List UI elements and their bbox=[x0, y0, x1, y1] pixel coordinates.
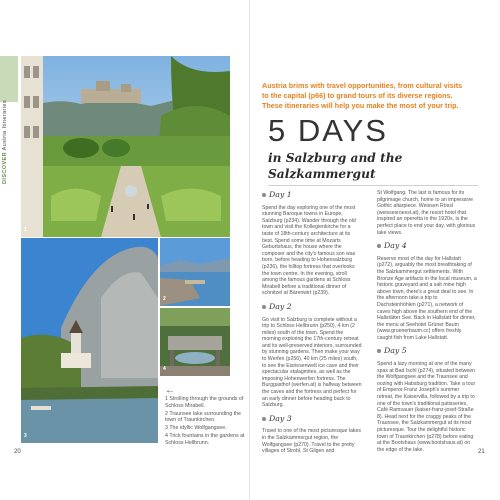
day-2-text: Go visit to Salzburg is complete without a trip to Schloss Hellbrunn (p250), 4 km (2 miles) south of the town. Spend the morning exploring the 17th-century retreat and its well-preserved interiors, surrounded by stunning gardens. Then make your way to Werfen (p256), 40 km (25 miles) south, to see the Eisriesenwelt ice cave and their spectacular stalagmites, as well as the imposing Hohenwerfen fortress. The Burggasthof (werfen.at) is halfway between the caves and the fortress and perfect for an early dinner before heading back to Salzburg. bbox=[262, 316, 362, 409]
photo-mirabell-gardens bbox=[21, 56, 230, 237]
mirabell-image bbox=[21, 56, 230, 237]
caption-3: 3 The idyllic Wolfgangsee. bbox=[165, 425, 227, 432]
intro-text: Austria brims with travel opportunities, from cultural visits to the capital (p66) to grand tours of its diverse regions. These itineraries will help you make the most of your trip. bbox=[262, 81, 463, 110]
page-number-right: 21 bbox=[478, 449, 485, 455]
day-5-heading: Day 5 bbox=[377, 348, 477, 355]
photo-number-1: 1 bbox=[24, 227, 27, 233]
day-3-heading: Day 3 bbox=[262, 416, 362, 423]
caption-arrow: ← bbox=[165, 385, 175, 396]
day-3-text: Travel to one of the most picturesque lakes in the Salzkammergut region, the Wolfgangsee (p270). Travel to the pretty villages of Strobl, St Gilgen and bbox=[262, 428, 361, 455]
text-column-1 bbox=[262, 190, 362, 462]
photo-number-4: 4 bbox=[163, 366, 166, 372]
caption-4: 4 Trick fountains in the gardens at Schloss Hellbrunn. bbox=[165, 433, 245, 446]
photo-wolfgangsee bbox=[21, 238, 158, 443]
day-5-text: Spend a lazy morning at one of the many spas at Bad Ischl (p274), situated between the Wolfgangsee and the Traunsee and oozing with Habsburg tradition. Take a tour of Emperor Franz Joseph's summer retreat, the Kaiservilla, followed by a trip to one of the town's traditional patisseries, Café Ramsauer (kaiser-franz-josef-Straße 8). Head next for the craggy peaks of the Traunsee, the Salzkammergut at its most picturesque. Tour the delightful historic town of Traunkirchen (p278) before eating at the Bootshaus (www.bootshaus.at) on the edge of the lake. bbox=[377, 361, 476, 453]
photo-number-2: 2 bbox=[163, 296, 166, 302]
photo-captions bbox=[165, 396, 245, 448]
text-column-2 bbox=[377, 190, 477, 460]
caption-1: 1 Strolling through the grounds of Schloss Mirabell. bbox=[165, 396, 244, 409]
itinerary-heading: 5 DAYS bbox=[268, 113, 388, 148]
section-side-label bbox=[2, 100, 16, 205]
photo-hellbrunn-fountains bbox=[160, 308, 230, 376]
section-tab bbox=[0, 56, 18, 102]
day-2-heading: Day 2 bbox=[262, 304, 362, 311]
photo-traunsee-lake bbox=[160, 238, 230, 306]
day-4-heading: Day 4 bbox=[377, 243, 477, 250]
caption-2: 2 Traunsee lake surrounding the town of Traunkirchen. bbox=[165, 410, 241, 424]
page-gutter bbox=[249, 0, 250, 500]
traunsee-image bbox=[160, 238, 230, 306]
day-3-continued-text: St Wolfgang. The last is famous for its pilgrimage church, home to an impressive Gothic altarpiece. Weissen Rössl (weissesroessl.at), the resort hotel that inspired an operetta in the 1920s, is the perfect place to end your day, with glorious lake views. bbox=[377, 190, 476, 236]
itinerary-subheading: in Salzburg and the Salzkammergut bbox=[268, 151, 403, 181]
heading-rule bbox=[268, 185, 478, 186]
day-1-heading: Day 1 bbox=[262, 192, 362, 199]
hellbrunn-image bbox=[160, 308, 230, 376]
section-label-prefix: DISCOVER bbox=[2, 152, 8, 184]
day-4-text: Reserve most of the day for Hallstatt (p272), arguably the most breathtaking of the Salzkammergut settlements. With Bronze Age artifacts in the local museum, a historic graveyard and a salt mine high above town, there's a great deal to see. In the afternoon take a trip to Dachsteinhöhlen (p271), a network of caves high above the southern end of the Hallstätter See. Back in Hallstatt for dinner, the menu at Seehotel Grüner Baum (www.gruenerbaum.cc) offers freshly caught fish from Lake Hallstatt. bbox=[377, 255, 477, 341]
photo-number-3: 3 bbox=[24, 433, 27, 439]
day-1-text: Spend the day exploring one of the most stunning Baroque towns in Europe, Salzburg (p234). Wander through the old town and visit the Kollegienkirche for a taste of 18th-century architecture at its best. Spend some time at Mozarts Geburtshaus, the house where the composer and the city's famous son was born, before heading to Hohensalzburg (p236), the hilltop fortress that overlooks the town centre. In the evening, stroll among the famous gardens at Schloss Mirabell before a traditional dinner of schnitzel at Bärenwirt (p239). bbox=[262, 204, 356, 297]
page-number-left: 20 bbox=[14, 449, 21, 455]
section-label: Austria Itineraries bbox=[2, 100, 8, 151]
wolfgangsee-image bbox=[21, 238, 158, 443]
